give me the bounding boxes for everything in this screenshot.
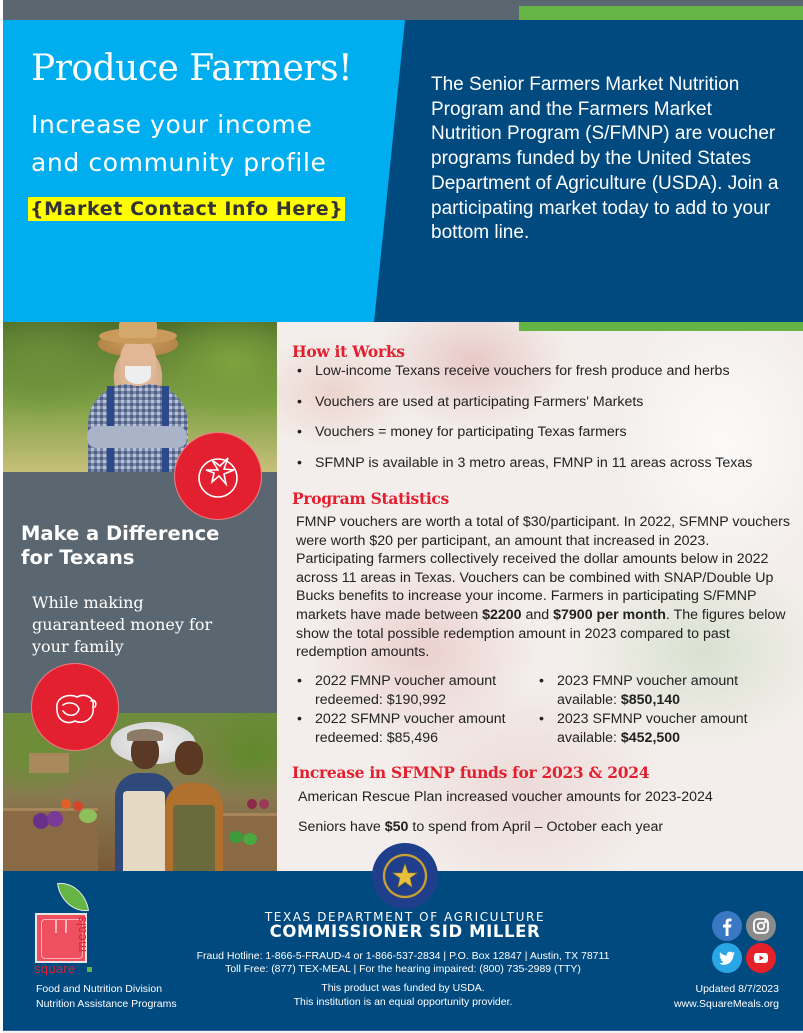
division-info: Food and Nutrition Division Nutrition Assistance Programs [36, 983, 177, 1010]
hero-title: Produce Farmers! [31, 48, 353, 89]
hero-subtitle [31, 106, 391, 182]
hero-description: The Senior Farmers Market Nutrition Program and the Farmers Market Nutrition Program (S/FMNP) are voucher programs funded by the United States Department of Agriculture (USDA). Join a participating market today to add to your bottom line. [431, 74, 779, 244]
hero-subtitle-line: Increase your income [31, 110, 313, 139]
updated-date: Updated 8/7/2023 [695, 983, 779, 995]
increase-line: Seniors have $50 to spend from April – October each year [298, 819, 664, 835]
amount-item: • 2022 FMNP voucher amount redeemed: $190,992 [295, 672, 537, 709]
instagram-icon[interactable] [746, 911, 776, 941]
list-item: • Low-income Texans receive vouchers for fresh produce and herbs [295, 363, 752, 394]
bell-pepper-icon [35, 667, 115, 747]
youtube-icon[interactable] [746, 943, 776, 973]
how-it-works-heading: How it Works [292, 342, 405, 361]
updated-info [674, 982, 779, 1011]
increase-line: American Rescue Plan increased voucher amounts for 2023-2024 [298, 789, 713, 805]
increase-heading: Increase in SFMNP funds for 2023 & 2024 [292, 763, 650, 782]
commissioner-name: COMMISSIONER SID MILLER [269, 922, 541, 941]
left-heading [21, 522, 271, 570]
tomato-icon [178, 436, 258, 516]
logo-word-square: square [34, 961, 76, 976]
left-panel [3, 322, 277, 871]
facebook-icon[interactable] [712, 911, 742, 941]
market-contact-placeholder: {Market Contact Info Here} [30, 198, 344, 220]
how-it-works-list [295, 363, 752, 485]
amount-item: • 2023 FMNP voucher amount available: $850,140 [537, 672, 787, 709]
left-heading-line: Make a Difference [21, 522, 220, 545]
earnings-high: $7900 per month [553, 606, 666, 623]
department-name: TEXAS DEPARTMENT OF AGRICULTURE [264, 910, 546, 924]
market-couple-photo [3, 713, 277, 871]
voucher-amounts [295, 672, 790, 747]
flyer-page [3, 0, 803, 1033]
list-item: • Vouchers are used at participating Farmers' Markets [295, 394, 752, 425]
green-accent-strip [519, 322, 803, 331]
program-statistics-paragraph: FMNP vouchers are worth a total of $30/participant. In 2022, SFMNP vouchers were worth $20 per participant, an amount that increased in 2023. Participating farmers collectively received the dollar amounts below in 2022 across 11 areas in Texas. Vouchers can be combined with SNAP/Double Up Bucks benefits to increase your income. Farmers in participating S/FMNP markets have made between $2200 and $7900 per month. The figures below show the total possible redemption amount in 2023 compared to past redemption amounts. [296, 514, 790, 661]
left-sub-line: guaranteed money for [32, 615, 213, 634]
tda-seal-icon [372, 843, 438, 909]
left-subheading [32, 592, 272, 658]
funding-statement: This product was funded by USDA. [321, 982, 485, 994]
logo-word-meals: meals [74, 915, 89, 952]
hero-banner [3, 20, 803, 322]
left-sub-line: your family [32, 637, 124, 656]
equal-opportunity-statement: This institution is an equal opportunity provider. [293, 996, 513, 1008]
earnings-low: $2200 [482, 606, 522, 623]
amount-item: • 2023 SFMNP voucher amount available: $452,500 [537, 710, 787, 747]
top-green-bar [519, 6, 803, 20]
list-item: • Vouchers = money for participating Texas farmers [295, 424, 752, 455]
hero-subtitle-line: and community profile [31, 148, 327, 177]
fraud-hotline: Fraud Hotline: 1-866-5-FRAUD-4 or 1-866-537-2834 | P.O. Box 12847 | Austin, TX 78711 [196, 950, 610, 962]
list-item: • SFMNP is available in 3 metro areas, FMNP in 11 areas across Texas [295, 455, 752, 486]
left-heading-line: for Texans [21, 546, 135, 569]
toll-free-line: Toll Free: (877) TEX-MEAL | For the hearing impaired: (800) 735-2989 (TTY) [225, 963, 581, 975]
website-link[interactable]: www.SquareMeals.org [673, 997, 779, 1010]
program-statistics-heading: Program Statistics [292, 489, 449, 508]
left-sub-line: While making [32, 593, 144, 612]
twitter-icon[interactable] [712, 943, 742, 973]
amount-item: • 2022 SFMNP voucher amount redeemed: $85,496 [295, 710, 537, 747]
